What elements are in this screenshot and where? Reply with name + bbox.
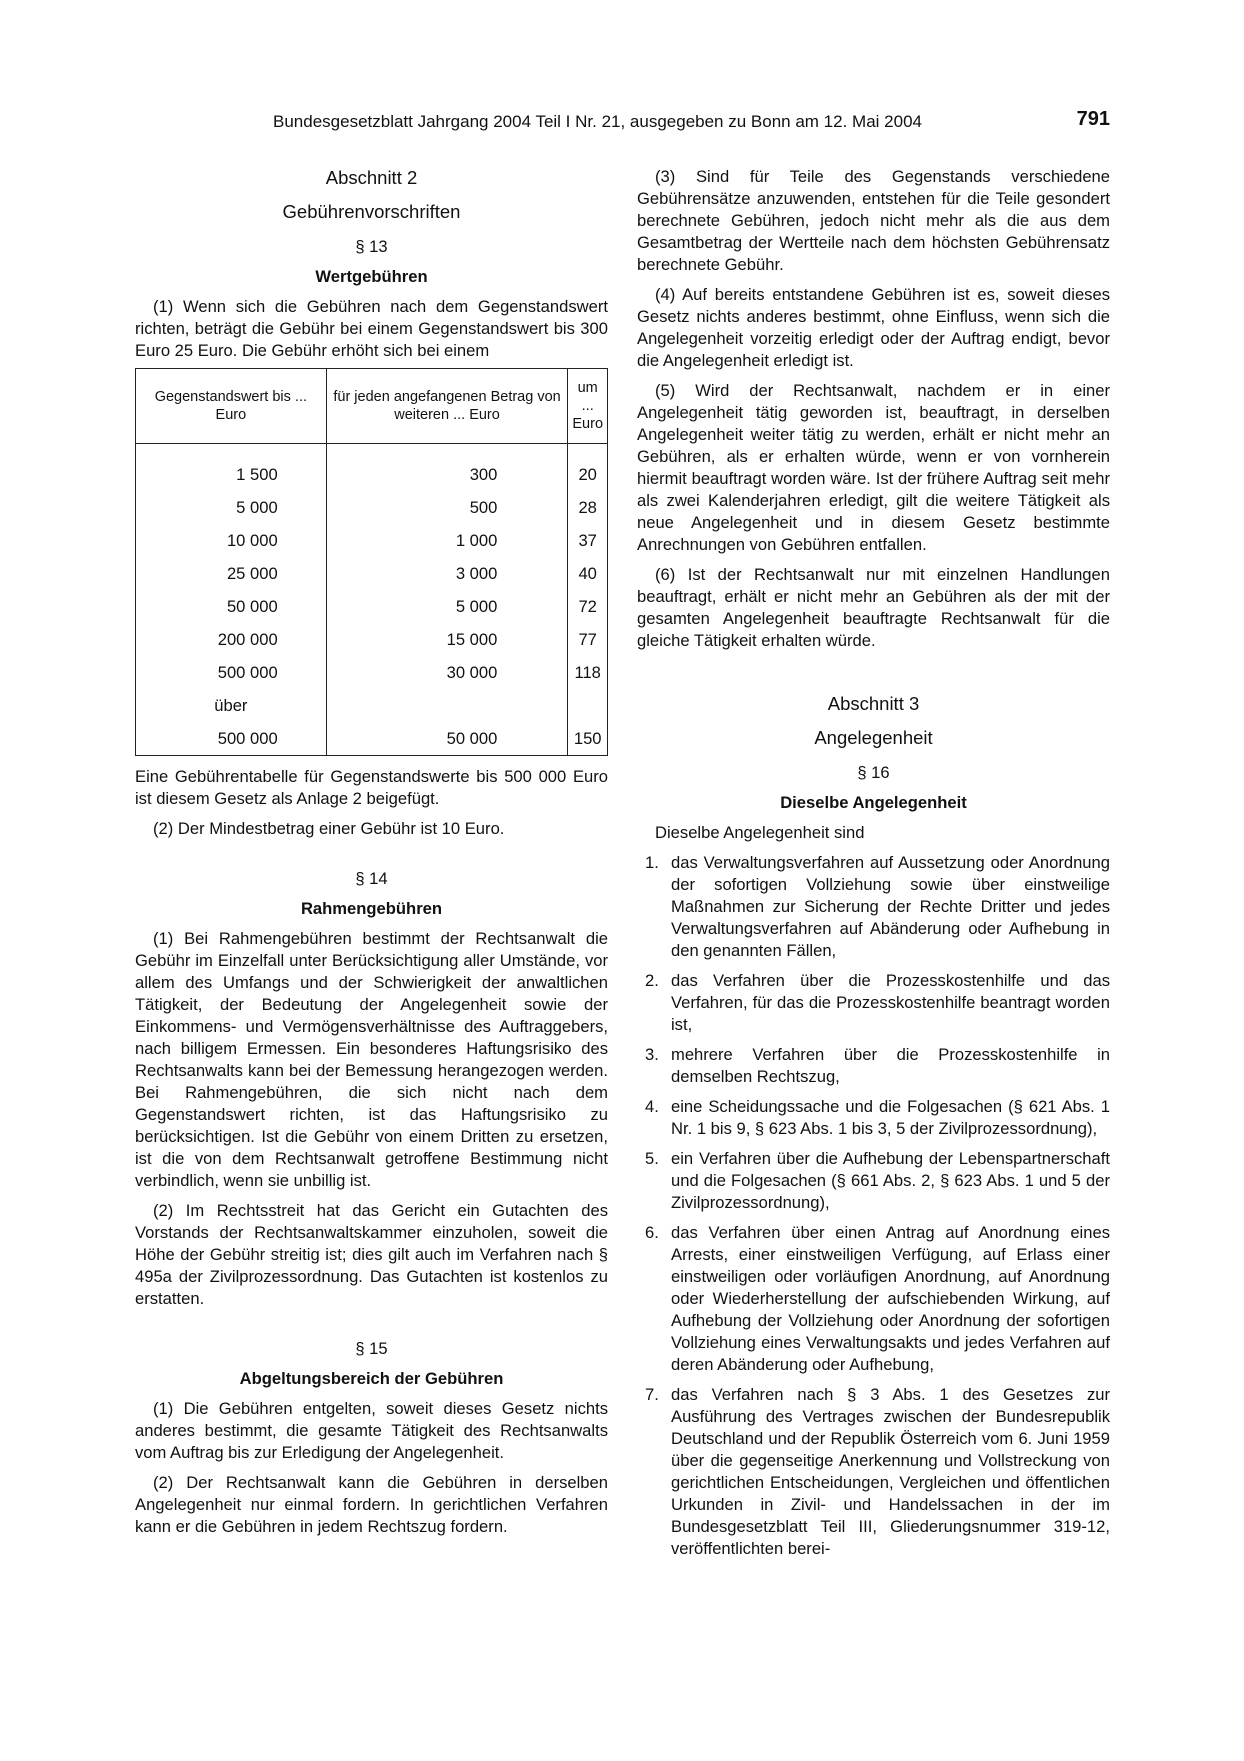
list-item-text: das Verfahren nach § 3 Abs. 1 des Gesetzes zur Ausführung des Vertrages zwischen der Bundesrepublik Deutschland und der Republik Österreich vom 6. Juni 1959 über die gegenseitige Anerkennung und Vollstreckung von gerichtlichen Entscheidungen, Vergleichen und öffentlichen Urkunden in Zivil- und Handelssachen in der im Bundesgesetzblatt Teil III, Gliederungsnummer 319-12, veröffentlichten berei- [671, 1385, 1110, 1558]
table-cell: 20 [568, 444, 608, 492]
table-cell: über [136, 689, 327, 722]
paragraph-number: § 16 [857, 763, 890, 782]
paragraph-title: Abgeltungsbereich der Gebühren [239, 1369, 504, 1388]
section-title: Angelegenheit [814, 727, 933, 748]
table-cell: 10 000 [136, 524, 327, 557]
list-item [637, 852, 1110, 962]
table-cell: 50 000 [136, 590, 327, 623]
body-paragraph: (1) Wenn sich die Gebühren nach dem Gegenstandswert richten, beträgt die Gebühr bei einem Gegenstandswert bis 300 Euro 25 Euro. Die Gebühr erhöht sich bei einem [135, 297, 608, 360]
right-column [637, 166, 1110, 1568]
body-paragraph: (1) Bei Rahmengebühren bestimmt der Rechtsanwalt die Gebühr im Einzelfall unter Berücksichtigung aller Umstände, vor allem des Umfangs und der Schwierigkeit der anwaltlichen Tätigkeit, der Bedeutung der Angelegenheit sowie der Einkommens- und Vermögensverhältnisse des Auftraggebers, nach billigem Ermessen. Ein besonderes Haftungsrisiko des Rechtsanwalts kann bei der Bemessung herangezogen werden. Bei Rahmengebühren, die sich nicht nach dem Gegenstandswert richten, ist das Haftungsrisiko zu berücksichtigen. Ist die Gebühr von einem Dritten zu ersetzen, ist die von dem Rechtsanwalt getroffene Bestimmung nicht verbindlich, wenn sie unbillig ist. [135, 929, 608, 1190]
column-header: Gegenstandswert bis ... Euro [136, 369, 327, 444]
list-item-text: eine Scheidungssache und die Folgesachen (§ 621 Abs. 1 Nr. 1 bis 9, § 623 Abs. 1 bis 3, 5 der Zivilprozessordnung), [671, 1097, 1110, 1138]
list-item-number: 1. [645, 853, 659, 872]
list-item [637, 970, 1110, 1036]
list-item-text: das Verwaltungsverfahren auf Aussetzung oder Anordnung der sofortigen Vollziehung sowie über einstweilige Maßnahmen zur Sicherung der Rechte Dritter und jedes Verwaltungsverfahren auf Abänderung oder Aufhebung in den genannten Fällen, [671, 853, 1110, 960]
body-paragraph: Eine Gebührentabelle für Gegenstandswerte bis 500 000 Euro ist diesem Gesetz als Anlage 2 beigefügt. [135, 767, 608, 808]
table-cell: 200 000 [136, 623, 327, 656]
list-item-number: 6. [645, 1223, 659, 1242]
publication-line: Bundesgesetzblatt Jahrgang 2004 Teil I Nr. 21, ausgegeben zu Bonn am 12. Mai 2004 [273, 112, 922, 131]
table-cell: 3 000 [326, 557, 568, 590]
table-row [136, 623, 608, 656]
list-item-number: 2. [645, 971, 659, 990]
list-item-number: 5. [645, 1149, 659, 1168]
table-cell: 300 [326, 444, 568, 492]
body-paragraph: (4) Auf bereits entstandene Gebühren ist es, soweit dieses Gesetz nichts anderes bestimmt, ohne Einfluss, wenn sich die Angelegenheit vorzeitig erledigt oder der Auftrag endigt, bevor die Angelegenheit erledigt ist. [637, 285, 1110, 370]
paragraph-number: § 14 [355, 869, 388, 888]
table-header-row [136, 369, 608, 444]
list-item-text: das Verfahren über einen Antrag auf Anordnung eines Arrests, einer einstweiligen Verfügung, auf Erlass einer einstweiligen oder vorläufigen Anordnung, auf Anordnung oder Wiederherstellung der aufschiebenden Wirkung, auf Aufhebung der Vollziehung oder Anordnung der sofortigen Vollziehung eines Verwaltungsakts und jedes Verfahren auf deren Abänderung oder Aufhebung, [671, 1223, 1110, 1374]
body-paragraph: (2) Der Mindestbetrag einer Gebühr ist 10 Euro. [153, 819, 505, 838]
table-cell: 1 500 [136, 444, 327, 492]
fee-table [135, 368, 608, 756]
list-item-number: 7. [645, 1385, 659, 1404]
table-row [136, 491, 608, 524]
table-cell [326, 689, 568, 722]
table-cell: 1 000 [326, 524, 568, 557]
table-cell: 150 [568, 722, 608, 756]
list-item [637, 1384, 1110, 1560]
list-item [637, 1044, 1110, 1088]
table-cell: 5 000 [136, 491, 327, 524]
table-cell: 50 000 [326, 722, 568, 756]
table-cell: 40 [568, 557, 608, 590]
table-row [136, 722, 608, 756]
table-cell: 30 000 [326, 656, 568, 689]
list-item-number: 4. [645, 1097, 659, 1116]
list-item [637, 1148, 1110, 1214]
table-cell: 15 000 [326, 623, 568, 656]
page-number: 791 [1076, 108, 1110, 130]
paragraph-number: § 15 [355, 1339, 388, 1358]
body-paragraph: (1) Die Gebühren entgelten, soweit dieses Gesetz nichts anderes bestimmt, die gesamte Tätigkeit des Rechtsanwalts vom Auftrag bis zur Erledigung der Angelegenheit. [135, 1399, 608, 1462]
table-cell [568, 689, 608, 722]
table-cell: 118 [568, 656, 608, 689]
section-title: Gebührenvorschriften [282, 201, 461, 222]
table-cell: 500 000 [136, 722, 327, 756]
body-paragraph: (6) Ist der Rechtsanwalt nur mit einzelnen Handlungen beauftragt, erhält er nicht mehr an Gebühren als der mit der gesamten Angelegenheit beauftragte Rechtsanwalt für die gleiche Tätigkeit erhalten würde. [637, 565, 1110, 650]
column-header: für jeden angefangenen Betrag von weiteren ... Euro [326, 369, 568, 444]
table-cell: 5 000 [326, 590, 568, 623]
left-column [135, 166, 608, 1546]
table-cell: 77 [568, 623, 608, 656]
section-heading: Abschnitt 2 [325, 167, 418, 188]
table-cell: 72 [568, 590, 608, 623]
list-item-text: das Verfahren über die Prozesskostenhilfe und das Verfahren, für das die Prozesskostenhilfe beantragt worden ist, [671, 971, 1110, 1034]
section-heading: Abschnitt 3 [827, 693, 920, 714]
list-item [637, 1096, 1110, 1140]
paragraph-title: Rahmengebühren [300, 899, 443, 918]
table-cell: 28 [568, 491, 608, 524]
page-header [135, 108, 1110, 138]
body-paragraph: (3) Sind für Teile des Gegenstands verschiedene Gebührensätze anzuwenden, entstehen für die Teile gesondert berechnete Gebühren, jedoch nicht mehr als die aus dem Gesamtbetrag der Wertteile nach dem höchsten Gebührensatz berechnete Gebühr. [637, 167, 1110, 274]
table-row [136, 590, 608, 623]
body-paragraph: Dieselbe Angelegenheit sind [655, 823, 865, 842]
paragraph-title: Dieselbe Angelegenheit [780, 793, 967, 812]
table-row [136, 656, 608, 689]
enumerated-list [637, 852, 1110, 1560]
body-paragraph: (5) Wird der Rechtsanwalt, nachdem er in einer Angelegenheit tätig geworden ist, beauftragt, in derselben Angelegenheit weiter tätig zu werden, erhält er nicht mehr an Gebühren, als er erhalten würde, wenn er von vornherein hiermit beauftragt worden wäre. Ist der frühere Auftrag seit mehr als zwei Kalenderjahren erledigt, gilt die weitere Tätigkeit als neue Angelegenheit und in diesem Gesetz bestimmte Anrechnungen von Gebühren entfallen. [637, 381, 1110, 554]
paragraph-title: Wertgebühren [315, 267, 428, 286]
table-cell: 37 [568, 524, 608, 557]
list-item-text: ein Verfahren über die Aufhebung der Lebenspartnerschaft und die Folgesachen (§ 661 Abs. 2, § 623 Abs. 1 und 5 der Zivilprozessordnung), [671, 1149, 1110, 1212]
table-row [136, 444, 608, 492]
list-item-number: 3. [645, 1045, 659, 1064]
list-item [637, 1222, 1110, 1376]
paragraph-number: § 13 [355, 237, 388, 256]
table-row [136, 524, 608, 557]
body-paragraph: (2) Im Rechtsstreit hat das Gericht ein Gutachten des Vorstands der Rechtsanwaltskammer einzuholen, soweit die Höhe der Gebühr streitig ist; dies gilt auch im Verfahren nach § 495a der Zivilprozessordnung. Das Gutachten ist kostenlos zu erstatten. [135, 1201, 608, 1308]
table-row [136, 557, 608, 590]
body-paragraph: (2) Der Rechtsanwalt kann die Gebühren in derselben Angelegenheit nur einmal fordern. In gerichtlichen Verfahren kann er die Gebühren in jedem Rechtszug fordern. [135, 1473, 608, 1536]
list-item-text: mehrere Verfahren über die Prozesskostenhilfe in demselben Rechtszug, [671, 1045, 1110, 1086]
table-cell: 25 000 [136, 557, 327, 590]
table-cell: 500 [326, 491, 568, 524]
table-row [136, 689, 608, 722]
column-header: um ... Euro [568, 369, 608, 444]
table-cell: 500 000 [136, 656, 327, 689]
